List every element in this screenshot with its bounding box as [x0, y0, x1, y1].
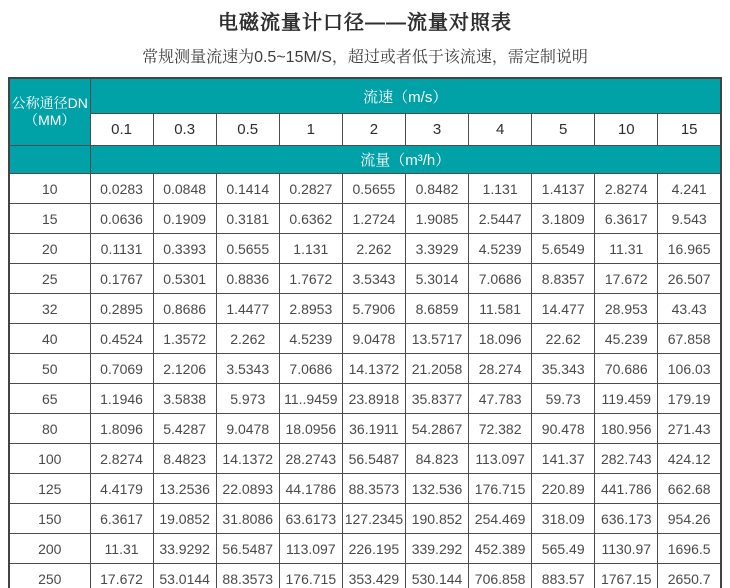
flow-value-cell: 119.459 [595, 384, 658, 414]
flow-value-cell: 35.8377 [405, 384, 468, 414]
flow-value-cell: 1.2724 [342, 204, 405, 234]
flow-value-cell: 190.852 [405, 504, 468, 534]
flow-value-cell: 0.0848 [153, 174, 216, 204]
flow-value-cell: 14.1372 [216, 444, 279, 474]
velocity-header-cell: 3 [405, 114, 468, 146]
flow-value-cell: 530.144 [405, 564, 468, 588]
dn-cell: 32 [9, 294, 90, 324]
flow-value-cell: 4.5239 [469, 234, 532, 264]
dn-cell: 250 [9, 564, 90, 588]
table-row [9, 324, 721, 354]
flow-value-cell: 883.57 [532, 564, 595, 588]
flow-value-cell: 90.478 [532, 414, 595, 444]
corner-header-line2: （MM） [24, 112, 76, 128]
flow-value-cell: 2.5447 [469, 204, 532, 234]
flow-value-cell: 33.9292 [153, 534, 216, 564]
flow-value-cell: 18.0956 [279, 414, 342, 444]
flow-value-cell: 220.89 [532, 474, 595, 504]
flow-value-cell: 0.2827 [279, 174, 342, 204]
flow-value-cell: 14.477 [532, 294, 595, 324]
flow-value-cell: 84.823 [405, 444, 468, 474]
page-title: 电磁流量计口径——流量对照表 [218, 12, 512, 34]
flow-value-cell: 4.241 [658, 174, 721, 204]
flow-value-cell: 0.0636 [90, 204, 153, 234]
flow-value-cell: 0.5655 [342, 174, 405, 204]
flow-value-cell: 1.4477 [216, 294, 279, 324]
dn-cell: 200 [9, 534, 90, 564]
flow-value-cell: 1.1946 [90, 384, 153, 414]
flow-value-cell: 19.0852 [153, 504, 216, 534]
flow-value-cell: 22.0893 [216, 474, 279, 504]
flow-value-cell: 67.858 [658, 324, 721, 354]
flow-value-cell: 8.8357 [532, 264, 595, 294]
flow-comparison-page [0, 6, 730, 588]
flow-value-cell: 13.5717 [405, 324, 468, 354]
flow-value-cell: 21.2058 [405, 354, 468, 384]
velocity-header-cell: 15 [658, 114, 721, 146]
flow-comparison-table [8, 77, 722, 588]
flow-value-cell: 56.5487 [342, 444, 405, 474]
corner-header-line1: 公称通径DN [11, 95, 88, 111]
dn-cell: 50 [9, 354, 90, 384]
flow-band-header: 流量（m³/h） [90, 146, 721, 174]
flow-value-cell: 1.9085 [405, 204, 468, 234]
table-row [9, 264, 721, 294]
corner-header-cell [9, 78, 90, 146]
flow-value-cell: 9.0478 [342, 324, 405, 354]
flow-value-cell: 113.097 [279, 534, 342, 564]
table-row [9, 294, 721, 324]
flow-value-cell: 22.62 [532, 324, 595, 354]
flow-value-cell: 0.2895 [90, 294, 153, 324]
flow-value-cell: 0.0283 [90, 174, 153, 204]
table-row [9, 204, 721, 234]
flow-value-cell: 706.858 [469, 564, 532, 588]
flow-value-cell: 0.1414 [216, 174, 279, 204]
flow-value-cell: 1130.97 [595, 534, 658, 564]
flow-value-cell: 3.5838 [153, 384, 216, 414]
flow-value-cell: 88.3573 [216, 564, 279, 588]
dn-cell: 150 [9, 504, 90, 534]
flow-value-cell: 565.49 [532, 534, 595, 564]
flow-value-cell: 113.097 [469, 444, 532, 474]
flow-value-cell: 63.6173 [279, 504, 342, 534]
flow-value-cell: 16.965 [658, 234, 721, 264]
flow-value-cell: 43.43 [658, 294, 721, 324]
flow-value-cell: 53.0144 [153, 564, 216, 588]
velocity-header-cell: 5 [532, 114, 595, 146]
flow-value-cell: 254.469 [469, 504, 532, 534]
flow-value-cell: 0.1909 [153, 204, 216, 234]
flow-value-cell: 353.429 [342, 564, 405, 588]
flow-value-cell: 72.382 [469, 414, 532, 444]
velocity-header-cell: 4 [469, 114, 532, 146]
flow-value-cell: 59.73 [532, 384, 595, 414]
flow-value-cell: 106.03 [658, 354, 721, 384]
flow-value-cell: 0.8686 [153, 294, 216, 324]
flow-value-cell: 339.292 [405, 534, 468, 564]
table-row [9, 354, 721, 384]
flow-value-cell: 1696.5 [658, 534, 721, 564]
flow-value-cell: 5.7906 [342, 294, 405, 324]
page-subtitle: 常规测量流速为0.5~15M/S，超过或者低于该流速，需定制说明 [142, 49, 588, 66]
flow-value-cell: 0.5655 [216, 234, 279, 264]
flow-value-cell: 2.262 [342, 234, 405, 264]
flow-value-cell: 5.3014 [405, 264, 468, 294]
flow-value-cell: 7.0686 [469, 264, 532, 294]
flow-value-cell: 954.26 [658, 504, 721, 534]
flow-value-cell: 1.131 [279, 234, 342, 264]
flow-value-cell: 452.389 [469, 534, 532, 564]
flow-value-cell: 180.956 [595, 414, 658, 444]
flow-band-row [9, 146, 721, 174]
velocity-header-cell: 0.1 [90, 114, 153, 146]
flow-value-cell: 424.12 [658, 444, 721, 474]
flow-value-cell: 141.37 [532, 444, 595, 474]
flow-band-empty-cell [9, 146, 90, 174]
flow-value-cell: 132.536 [405, 474, 468, 504]
flow-value-cell: 1767.15 [595, 564, 658, 588]
flow-value-cell: 0.7069 [90, 354, 153, 384]
table-row [9, 234, 721, 264]
flow-value-cell: 2650.7 [658, 564, 721, 588]
flow-value-cell: 11..9459 [279, 384, 342, 414]
dn-cell: 10 [9, 174, 90, 204]
flow-value-cell: 6.3617 [595, 204, 658, 234]
flow-value-cell: 0.1767 [90, 264, 153, 294]
flow-value-cell: 1.4137 [532, 174, 595, 204]
velocity-header-cell: 1 [279, 114, 342, 146]
dn-cell: 100 [9, 444, 90, 474]
velocity-header-cell: 0.5 [216, 114, 279, 146]
flow-value-cell: 11.31 [595, 234, 658, 264]
table-row [9, 534, 721, 564]
dn-cell: 80 [9, 414, 90, 444]
flow-value-cell: 31.8086 [216, 504, 279, 534]
flow-value-cell: 127.2345 [342, 504, 405, 534]
table-row [9, 504, 721, 534]
flow-value-cell: 0.6362 [279, 204, 342, 234]
flow-value-cell: 3.5343 [342, 264, 405, 294]
flow-value-cell: 1.3572 [153, 324, 216, 354]
velocity-header-cell: 0.3 [153, 114, 216, 146]
flow-value-cell: 23.8918 [342, 384, 405, 414]
flow-value-cell: 179.19 [658, 384, 721, 414]
flow-value-cell: 6.3617 [90, 504, 153, 534]
flow-value-cell: 662.68 [658, 474, 721, 504]
dn-cell: 25 [9, 264, 90, 294]
flow-value-cell: 282.743 [595, 444, 658, 474]
flow-value-cell: 5.973 [216, 384, 279, 414]
flow-value-cell: 3.1809 [532, 204, 595, 234]
flow-value-cell: 88.3573 [342, 474, 405, 504]
flow-value-cell: 636.173 [595, 504, 658, 534]
flow-value-cell: 2.8274 [90, 444, 153, 474]
flow-value-cell: 2.1206 [153, 354, 216, 384]
table-row [9, 444, 721, 474]
flow-value-cell: 17.672 [90, 564, 153, 588]
velocity-values-row [9, 114, 721, 146]
flow-value-cell: 0.5301 [153, 264, 216, 294]
flow-value-cell: 47.783 [469, 384, 532, 414]
flow-value-cell: 7.0686 [279, 354, 342, 384]
flow-value-cell: 9.543 [658, 204, 721, 234]
dn-cell: 15 [9, 204, 90, 234]
flow-value-cell: 11.581 [469, 294, 532, 324]
flow-value-cell: 4.5239 [279, 324, 342, 354]
table-row [9, 414, 721, 444]
flow-value-cell: 2.262 [216, 324, 279, 354]
flow-value-cell: 18.096 [469, 324, 532, 354]
flow-value-cell: 26.507 [658, 264, 721, 294]
dn-cell: 65 [9, 384, 90, 414]
flow-value-cell: 4.4179 [90, 474, 153, 504]
flow-value-cell: 0.8836 [216, 264, 279, 294]
flow-value-cell: 44.1786 [279, 474, 342, 504]
flow-value-cell: 28.953 [595, 294, 658, 324]
flow-value-cell: 3.3929 [405, 234, 468, 264]
velocity-header-cell: 10 [595, 114, 658, 146]
flow-value-cell: 0.4524 [90, 324, 153, 354]
flow-value-cell: 56.5487 [216, 534, 279, 564]
flow-value-cell: 8.4823 [153, 444, 216, 474]
flow-value-cell: 28.2743 [279, 444, 342, 474]
velocity-header-cell: 2 [342, 114, 405, 146]
table-row [9, 174, 721, 204]
flow-value-cell: 1.7672 [279, 264, 342, 294]
flow-value-cell: 13.2536 [153, 474, 216, 504]
flow-value-cell: 2.8953 [279, 294, 342, 324]
flow-value-cell: 1.8096 [90, 414, 153, 444]
flow-value-cell: 0.3181 [216, 204, 279, 234]
table-row [9, 474, 721, 504]
velocity-band-row [9, 78, 721, 114]
flow-value-cell: 1.131 [469, 174, 532, 204]
flow-value-cell: 176.715 [469, 474, 532, 504]
flow-value-cell: 11.31 [90, 534, 153, 564]
flow-value-cell: 0.3393 [153, 234, 216, 264]
flow-value-cell: 226.195 [342, 534, 405, 564]
flow-value-cell: 36.1911 [342, 414, 405, 444]
flow-value-cell: 2.8274 [595, 174, 658, 204]
flow-value-cell: 271.43 [658, 414, 721, 444]
table-row [9, 564, 721, 588]
flow-value-cell: 318.09 [532, 504, 595, 534]
velocity-band-header: 流速（m/s） [90, 78, 721, 114]
flow-value-cell: 9.0478 [216, 414, 279, 444]
flow-value-cell: 5.6549 [532, 234, 595, 264]
dn-cell: 20 [9, 234, 90, 264]
flow-value-cell: 17.672 [595, 264, 658, 294]
flow-value-cell: 54.2867 [405, 414, 468, 444]
flow-value-cell: 441.786 [595, 474, 658, 504]
flow-value-cell: 0.8482 [405, 174, 468, 204]
flow-value-cell: 28.274 [469, 354, 532, 384]
flow-value-cell: 3.5343 [216, 354, 279, 384]
flow-value-cell: 14.1372 [342, 354, 405, 384]
dn-cell: 40 [9, 324, 90, 354]
flow-value-cell: 8.6859 [405, 294, 468, 324]
flow-value-cell: 176.715 [279, 564, 342, 588]
flow-value-cell: 5.4287 [153, 414, 216, 444]
flow-value-cell: 70.686 [595, 354, 658, 384]
flow-value-cell: 0.1131 [90, 234, 153, 264]
table-row [9, 384, 721, 414]
flow-value-cell: 35.343 [532, 354, 595, 384]
dn-cell: 125 [9, 474, 90, 504]
flow-value-cell: 45.239 [595, 324, 658, 354]
